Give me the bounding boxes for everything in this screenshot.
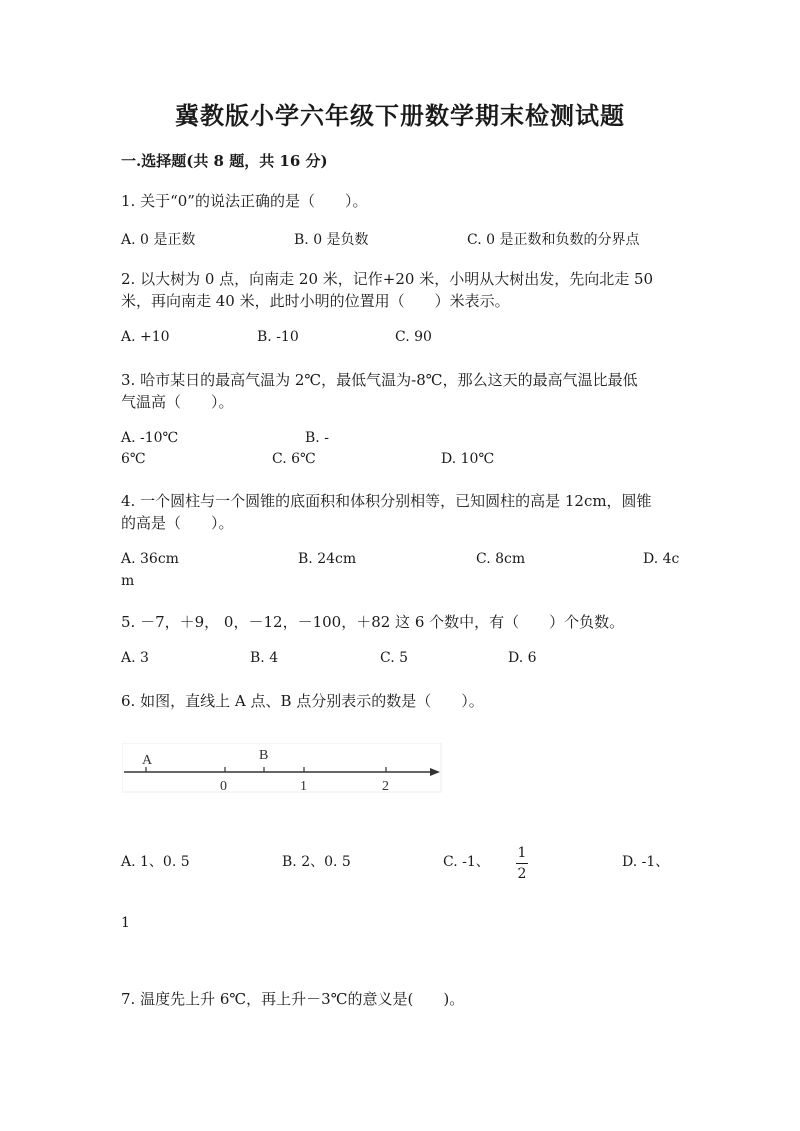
q5-option-d: D. 6 <box>508 650 537 666</box>
number-line-svg <box>122 743 442 793</box>
q1-option-c: C. 0 是正数和负数的分界点 <box>467 232 640 248</box>
q1-option-a: A. 0 是正数 <box>121 232 196 248</box>
q4-option-d-continued: m <box>121 573 135 589</box>
figure-border <box>122 743 441 792</box>
question-6: 6. 如图，直线上 A 点、B 点分别表示的数是（ ）。 <box>121 692 484 710</box>
tick-label-0: 0 <box>220 779 227 793</box>
q4-option-d: D. 4c <box>643 551 680 567</box>
question-2-line-2: 米，再向南走 40 米，此时小明的位置用（ ）米表示。 <box>121 292 510 310</box>
q3-option-b: B. - <box>305 430 329 446</box>
q5-option-c: C. 5 <box>380 650 409 666</box>
q4-option-c: C. 8cm <box>476 551 526 567</box>
q1-option-b: B. 0 是负数 <box>294 232 369 248</box>
question-2-line-1: 2. 以大树为 0 点，向南走 20 米，记作+20 米，小明从大树出发，先向北走 50 <box>121 270 654 288</box>
q6-option-a: A. 1、0. 5 <box>121 854 190 870</box>
arrow-head-icon <box>430 768 440 776</box>
question-4-line-1: 4. 一个圆柱与一个圆锥的底面积和体积分别相等，已知圆柱的高是 12cm，圆锥 <box>121 492 652 510</box>
question-1: 1. 关于“0”的说法正确的是（ ）。 <box>121 192 368 210</box>
question-3-line-2: 气温高（ ）。 <box>121 393 234 411</box>
question-7: 7. 温度先上升 6℃，再上升－3℃的意义是( )。 <box>121 990 465 1008</box>
q6-option-c: C. -1、 <box>443 854 490 870</box>
q3-option-c: C. 6℃ <box>272 451 316 467</box>
q5-option-b: B. 4 <box>250 650 279 666</box>
q3-option-b-continued: 6℃ <box>121 451 146 467</box>
question-3-line-1: 3. 哈市某日的最高气温为 2℃，最低气温为-8℃，那么这天的最高气温比最低 <box>121 371 638 389</box>
q4-option-a: A. 36cm <box>121 551 179 567</box>
question-5: 5. －7，＋9， 0，－12，－100，＋82 这 6 个数中，有（ ）个负数。 <box>121 613 625 631</box>
q4-option-b: B. 24cm <box>298 551 357 567</box>
q5-option-a: A. 3 <box>121 650 149 666</box>
q2-option-c: C. 90 <box>395 329 432 345</box>
q2-option-b: B. -10 <box>257 329 299 345</box>
q3-option-a: A. -10℃ <box>121 430 179 446</box>
tick-label-2: 2 <box>382 779 389 793</box>
fraction-denominator: 2 <box>517 866 527 882</box>
q6-option-d-continued: 1 <box>121 915 130 931</box>
q2-option-a: A. +10 <box>121 329 170 345</box>
question-4-line-2: 的高是（ ）。 <box>121 514 234 532</box>
tick-label-1: 1 <box>300 779 307 793</box>
page-title: 冀教版小学六年级下册数学期末检测试题 <box>175 101 625 130</box>
fraction-bar <box>516 863 528 864</box>
q3-option-d: D. 10℃ <box>441 451 495 467</box>
point-a-label: A <box>142 753 153 768</box>
fraction-numerator: 1 <box>517 845 527 861</box>
number-line-figure <box>122 743 442 793</box>
q6-option-b: B. 2、0. 5 <box>282 854 351 870</box>
section-heading: 一.选择题(共 8 题，共 16 分) <box>121 152 328 170</box>
q6-option-d: D. -1、 <box>622 854 670 870</box>
point-b-label: B <box>259 748 269 763</box>
q6-option-c-fraction <box>512 845 532 882</box>
